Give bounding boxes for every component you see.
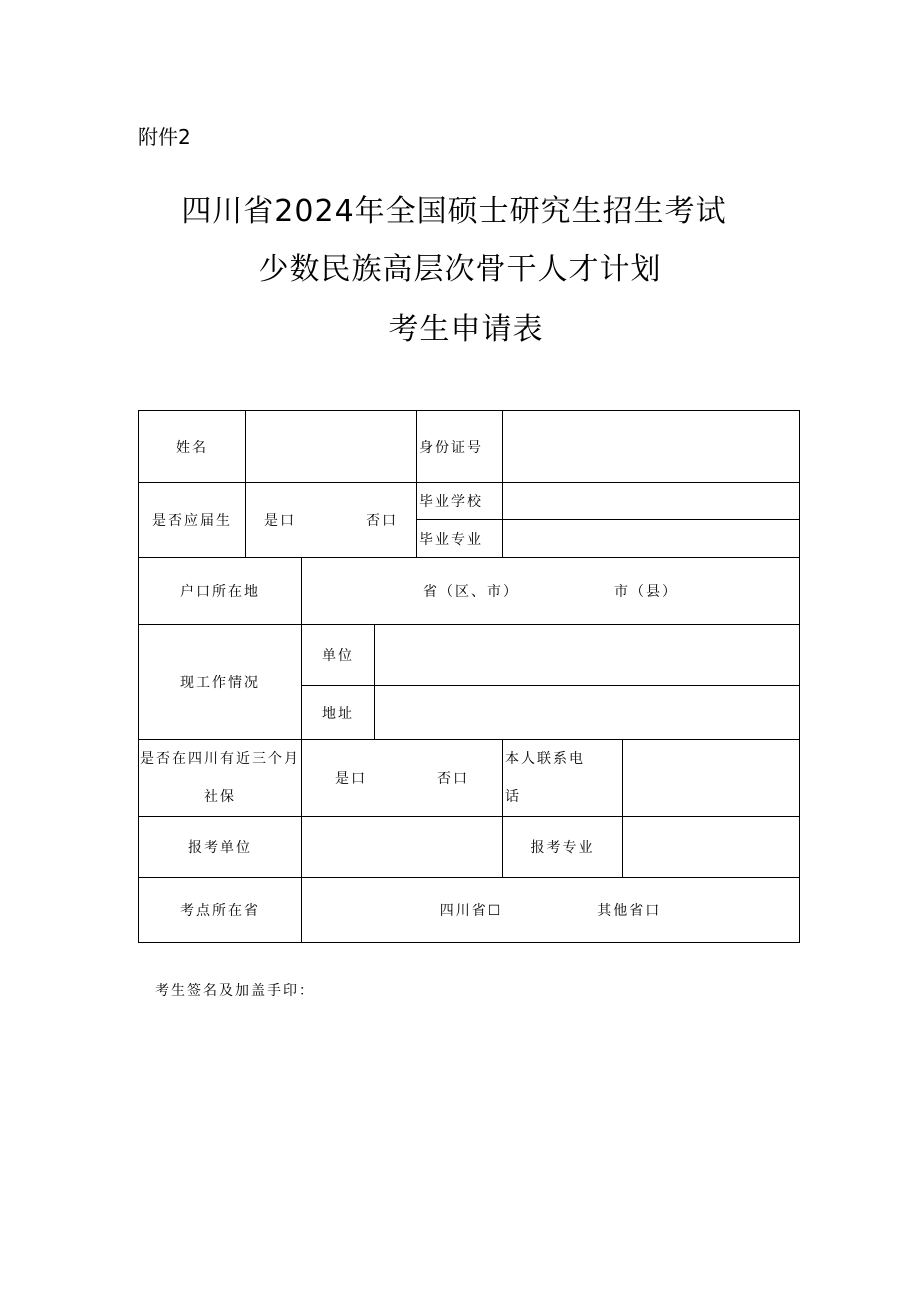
apply-unit-label: 报考单位 xyxy=(139,817,302,878)
fresh-graduate-no-checkbox[interactable]: 否口 xyxy=(366,513,398,529)
social-security-label xyxy=(139,740,302,817)
fresh-graduate-options xyxy=(246,483,417,558)
apply-major-field[interactable] xyxy=(623,817,800,878)
apply-unit-field[interactable] xyxy=(302,817,503,878)
exam-sichuan-checkbox[interactable]: 四川省☐ xyxy=(439,903,503,919)
graduate-major-field[interactable] xyxy=(503,520,800,558)
phone-label-line2: 话 xyxy=(505,789,522,805)
exam-province-options xyxy=(302,878,800,943)
exam-province-label: 考点所在省 xyxy=(139,878,302,943)
work-address-field[interactable] xyxy=(375,686,800,740)
graduate-school-field[interactable] xyxy=(503,483,800,520)
hukou-province-text: 省（区、市） xyxy=(423,584,519,600)
phone-label xyxy=(503,740,623,817)
phone-field[interactable] xyxy=(623,740,800,817)
fresh-graduate-label: 是否应届生 xyxy=(139,483,246,558)
social-security-label-line2: 社保 xyxy=(204,789,236,805)
phone-label-line1: 本人联系电 xyxy=(505,751,586,767)
social-security-options xyxy=(302,740,503,817)
hukou-label: 户口所在地 xyxy=(139,558,302,625)
name-label: 姓名 xyxy=(139,411,246,483)
work-status-label: 现工作情况 xyxy=(139,625,302,740)
hukou-city-text: 市（县） xyxy=(614,584,678,600)
work-unit-field[interactable] xyxy=(375,625,800,686)
id-number-field[interactable] xyxy=(503,411,800,483)
work-address-label: 地址 xyxy=(302,686,375,740)
social-security-yes-checkbox[interactable]: 是口 xyxy=(335,771,367,787)
attachment-label: 附件2 xyxy=(138,125,191,149)
social-security-label-line1: 是否在四川有近三个月 xyxy=(140,751,300,767)
page-title-line1: 四川省2024年全国硕士研究生招生考试 xyxy=(181,194,727,229)
page-title-line3: 考生申请表 xyxy=(388,312,544,347)
exam-other-checkbox[interactable]: 其他省口 xyxy=(597,903,662,919)
page-title-line2: 少数民族高层次骨干人才计划 xyxy=(258,252,662,287)
work-unit-label: 单位 xyxy=(302,625,375,686)
graduate-school-label: 毕业学校 xyxy=(417,483,503,520)
hukou-field[interactable] xyxy=(302,558,800,625)
fresh-graduate-yes-checkbox[interactable]: 是口 xyxy=(264,513,296,529)
id-number-label: 身份证号 xyxy=(417,411,503,483)
signature-label: 考生签名及加盖手印： xyxy=(155,983,315,999)
graduate-major-label: 毕业专业 xyxy=(417,520,503,558)
application-form-table xyxy=(138,410,800,943)
apply-major-label: 报考专业 xyxy=(503,817,623,878)
social-security-no-checkbox[interactable]: 否口 xyxy=(437,771,469,787)
name-field[interactable] xyxy=(246,411,417,483)
